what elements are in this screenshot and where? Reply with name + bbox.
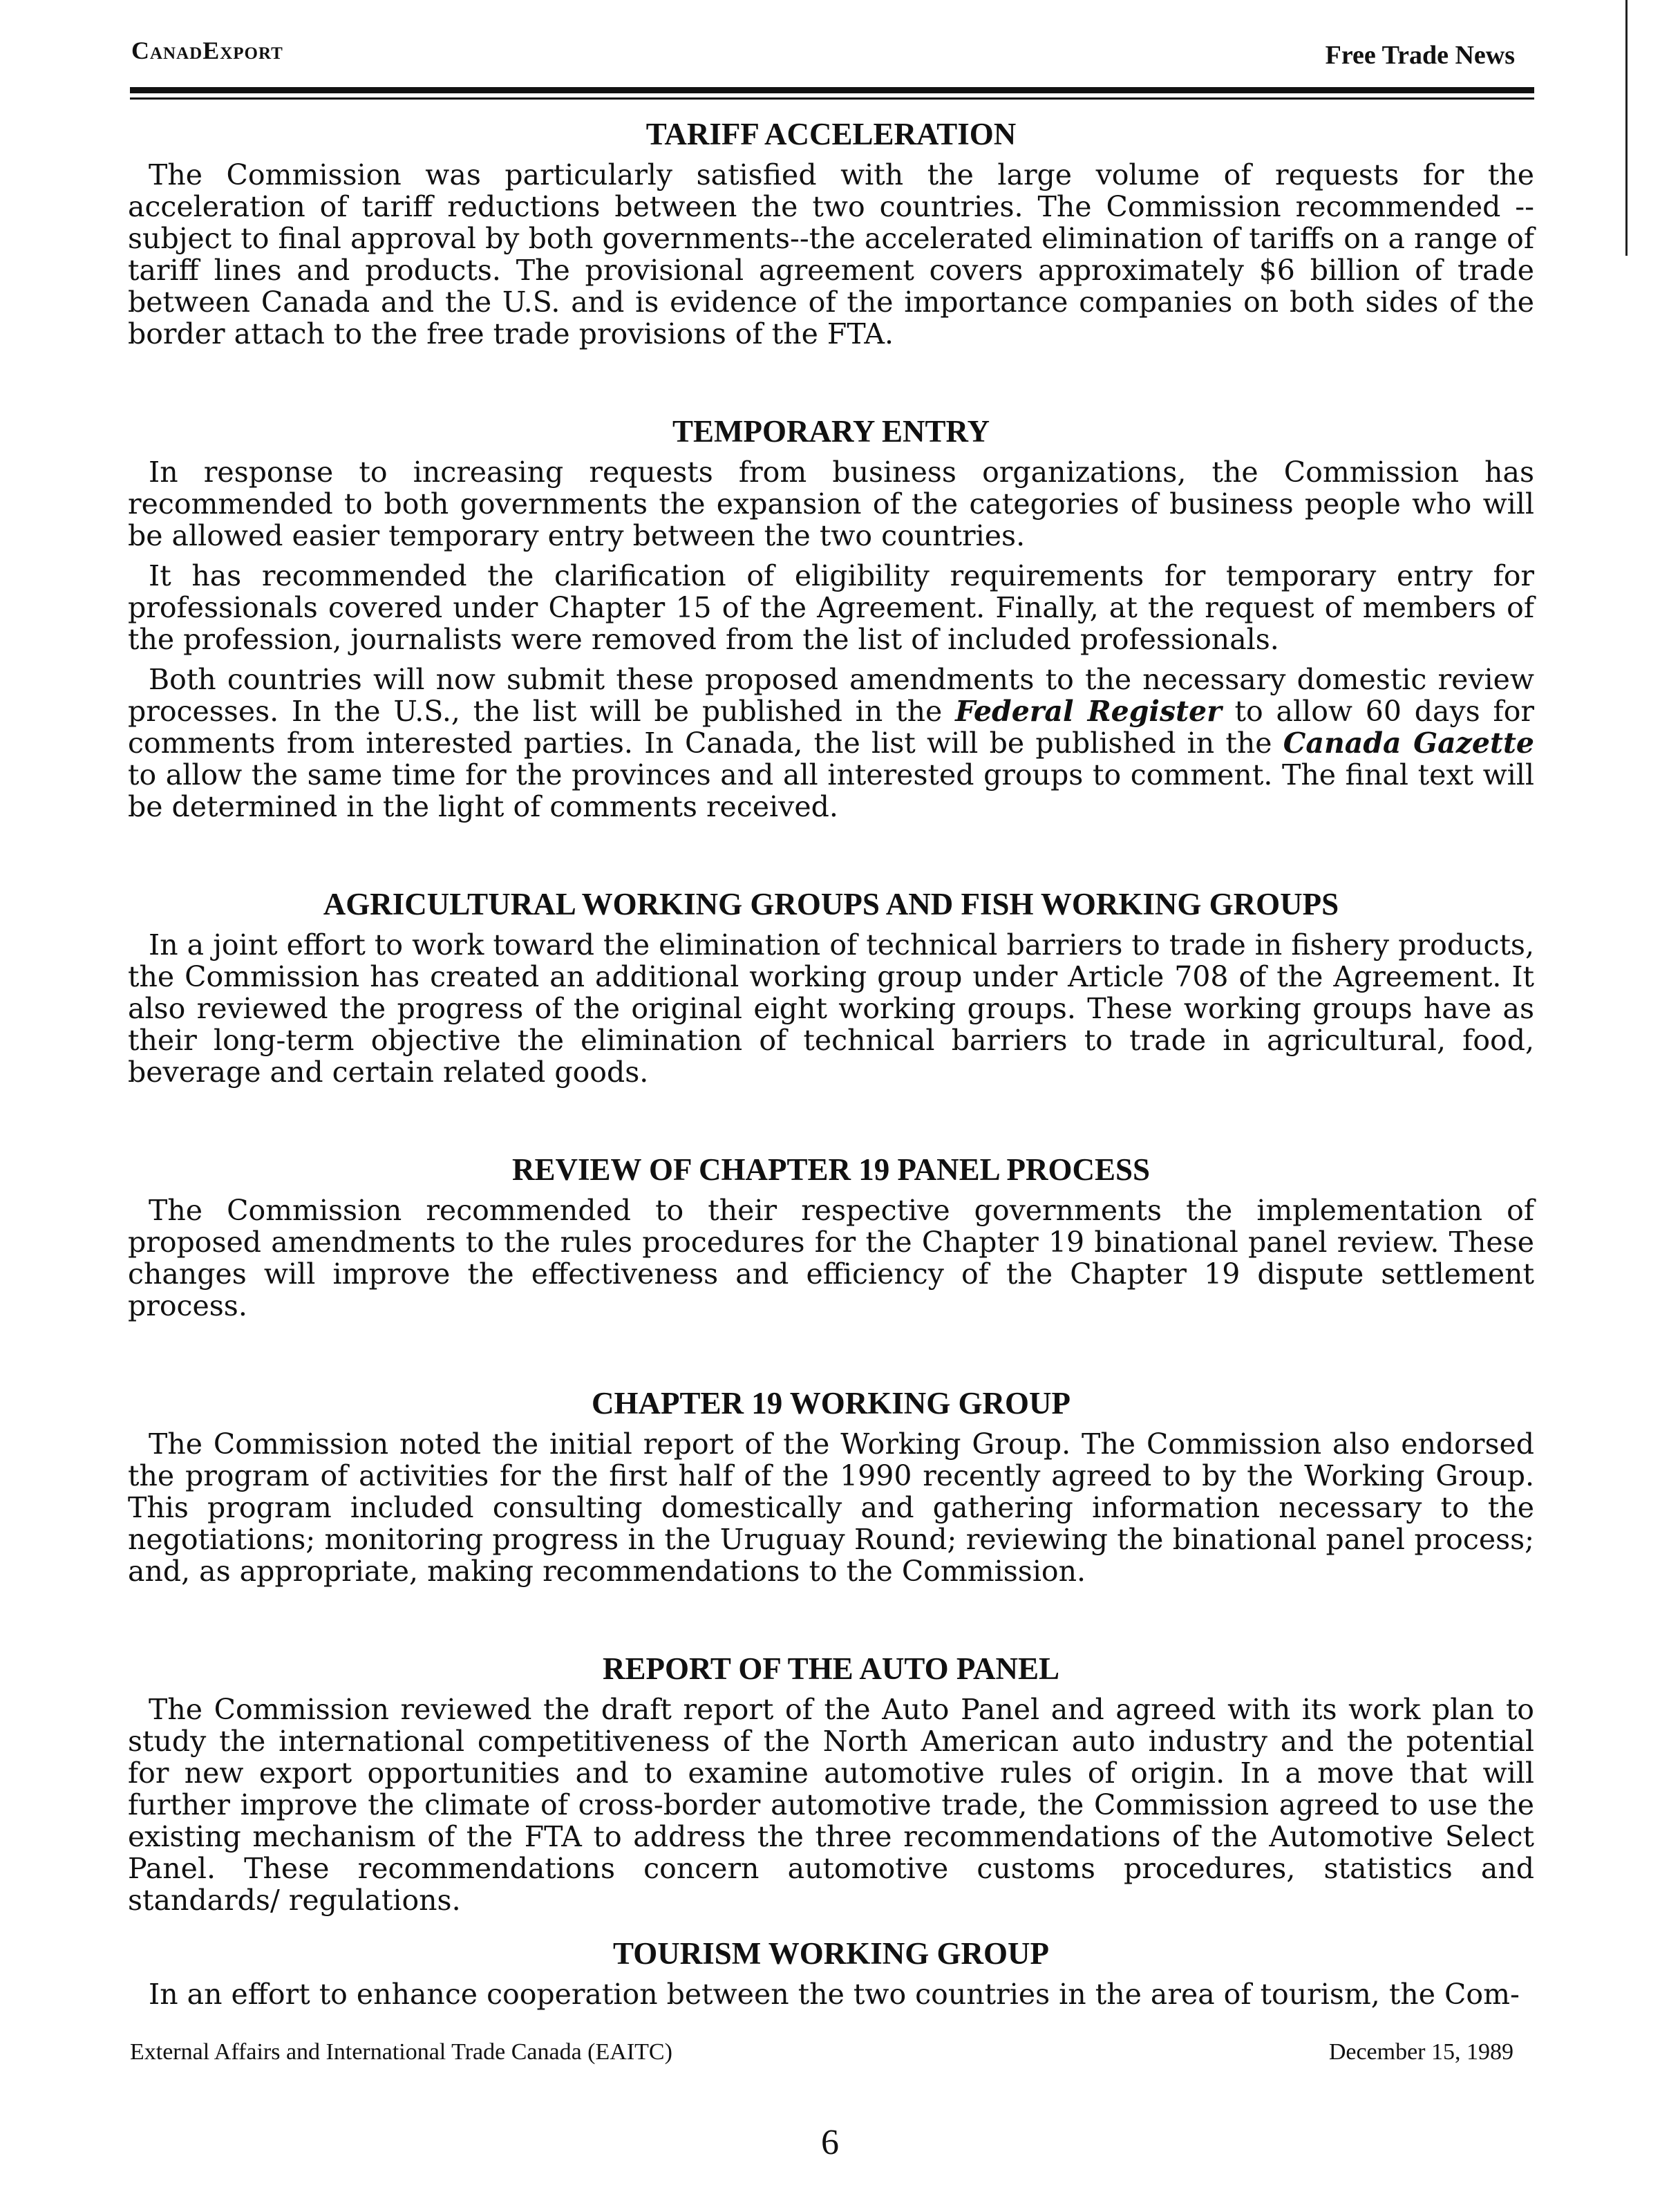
section-temporary-entry xyxy=(128,413,1534,823)
section-name: Free Trade News xyxy=(1325,41,1515,70)
paragraph: It has recommended the clarification of eligibility requirements for temporary entry for professionals covered under Chapter 15 of the Agreement. Finally, at the request of members of the profession, journalists were removed from the list of included professionals. xyxy=(128,559,1534,656)
section-heading: CHAPTER 19 WORKING GROUP xyxy=(592,1386,1070,1421)
paragraph: The Commission reviewed the draft report of the Auto Panel and agreed with its work plan to study the international competitiveness of the North American auto industry and the potential for new export opportunities and to examine automotive rules of origin. In a move that will further improve the climate of cross-border automotive trade, the Commission agreed to use the existing mechanism of the FTA to address the three recommendations of the Automotive Select Panel. These recommendations concern automotive customs procedures, statistics and standards/ regulations. xyxy=(128,1693,1534,1917)
publication-name: CanadExport xyxy=(131,37,283,64)
section-heading: TARIFF ACCELERATION xyxy=(645,117,1017,151)
section-agricultural-working-groups xyxy=(128,886,1534,1088)
footer-date: December 15, 1989 xyxy=(1328,2039,1513,2065)
article-body xyxy=(128,116,1534,2030)
section-tariff-acceleration xyxy=(128,116,1534,350)
scan-edge-line xyxy=(1625,0,1628,256)
section-heading: REPORT OF THE AUTO PANEL xyxy=(602,1651,1060,1686)
paragraph: The Commission noted the initial report of the Working Group. The Commission also endorsed the program of activities for the first half of the 1990 recently agreed to by the Working Group. This program included consulting domestically and gathering information necessary to the negotiations; monitoring progress in the Uruguay Round; reviewing the binational panel process; and, as appropriate, making recommendations to the Commission. xyxy=(128,1427,1534,1588)
federal-register-title: Federal Register xyxy=(955,695,1222,728)
paragraph: In a joint effort to work toward the elimination of technical barriers to trade in fishery products, the Commission has created an additional working group under Article 708 of the Agreement. It also reviewed the progress of the original eight working groups. These working groups have as their long-term objective the elimination of technical barriers to trade in agricultural, food, beverage and certain related goods. xyxy=(128,928,1534,1089)
header-rule-thick xyxy=(130,87,1534,93)
section-heading: TOURISM WORKING GROUP xyxy=(613,1936,1049,1971)
text-run: Both countries will now submit these proposed amendments to the necessary domestic review processes. In the U.S., the list will be published in the xyxy=(128,663,1534,728)
text-run: to allow the same time for the provinces and all interested groups to comment. The final text will be determined in the light of comments received. xyxy=(128,758,1534,823)
section-heading: TEMPORARY ENTRY xyxy=(672,414,990,449)
section-tourism-working-group xyxy=(128,1936,1534,2010)
paragraph: In an effort to enhance cooperation between the two countries in the area of tourism, the Com- xyxy=(149,1978,1520,2011)
section-chapter-19-working-group xyxy=(128,1385,1534,1587)
paragraph: The Commission was particularly satisfied with the large volume of requests for the acceleration of tariff reductions between the two countries. The Commission recommended --subject to final approval by both governments--the accelerated elimination of tariffs on a range of tariff lines and products. The provisional agreement covers approximately $6 billion of trade between Canada and the U.S. and is evidence of the importance companies on both sides of the border attach to the free trade provisions of the FTA. xyxy=(128,158,1534,350)
paragraph: In response to increasing requests from business organizations, the Commission has recommended to both governments the expansion of the categories of business people who will be allowed easier temporary entry between the two countries. xyxy=(128,456,1534,552)
canada-gazette-title: Canada Gazette xyxy=(1283,727,1534,760)
section-chapter-19-panel-review xyxy=(128,1152,1534,1322)
section-heading: AGRICULTURAL WORKING GROUPS AND FISH WORKING GROUPS xyxy=(323,887,1339,921)
section-auto-panel xyxy=(128,1651,1534,1916)
footer-publisher: External Affairs and International Trade Canada (EAITC) xyxy=(130,2039,672,2065)
page-number: 6 xyxy=(821,2123,839,2162)
header-rule-thin xyxy=(130,97,1534,100)
text-run: to allow 60 days for comments from interested parties. In Canada, the list will be published in the xyxy=(128,695,1534,760)
section-heading: REVIEW OF CHAPTER 19 PANEL PROCESS xyxy=(511,1152,1151,1187)
paragraph: The Commission recommended to their respective governments the implementation of proposed amendments to the rules procedures for the Chapter 19 binational panel review. These changes will improve the effectiveness and efficiency of the Chapter 19 dispute settlement process. xyxy=(128,1194,1534,1322)
paragraph xyxy=(128,664,1534,823)
